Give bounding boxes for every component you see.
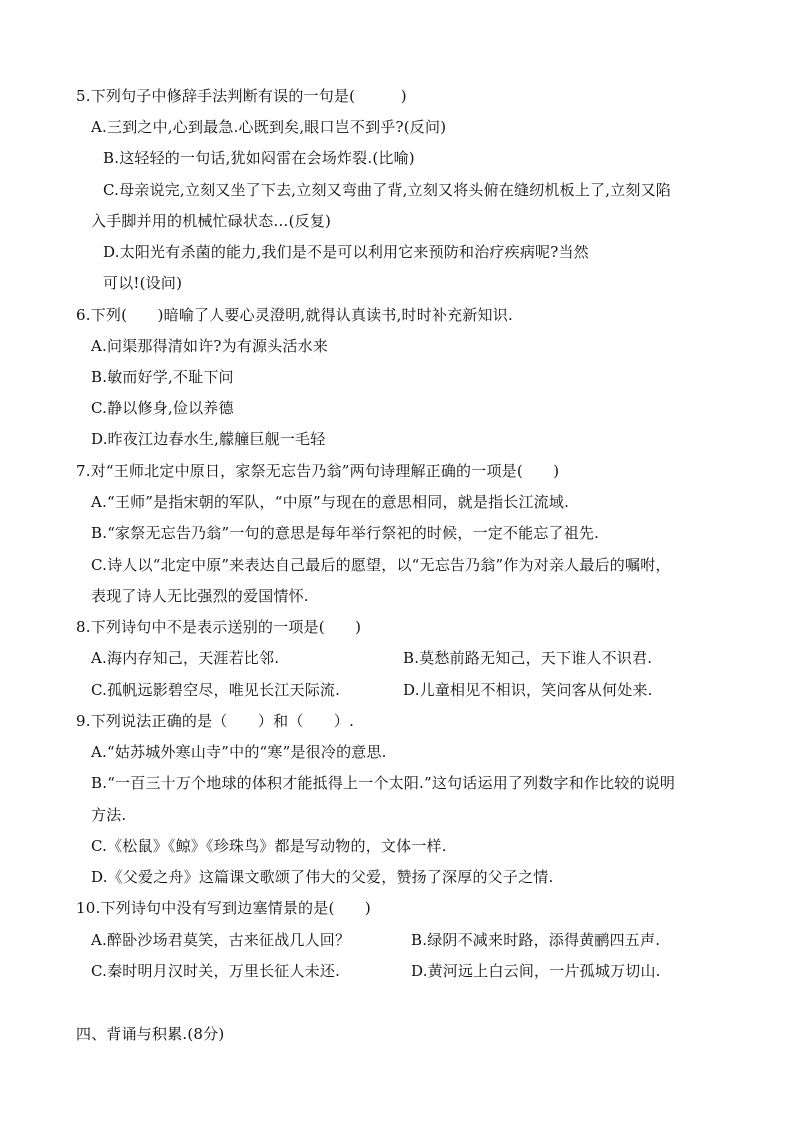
question-7-stem: 7.对“王师北定中原日，家祭无忘告乃翁”两句诗理解正确的一项是( ) bbox=[76, 462, 560, 480]
section-heading: 四、背诵与积累.(8分) bbox=[76, 1025, 225, 1043]
question-10-option-c: C.秦时明月汉时关，万里长征人未还. bbox=[91, 962, 341, 980]
question-10-stem: 10.下列诗句中没有写到边塞情景的是( ) bbox=[76, 899, 371, 917]
question-6-stem: 6.下列( )暗喻了人要心灵澄明,就得认真读书,时时补充新知识. bbox=[76, 306, 513, 324]
question-5-option-d: D.太阳光有杀菌的能力,我们是不是可以利用它来预防和治疗疾病呢?当然 bbox=[103, 243, 589, 261]
question-9-stem: 9.下列说法正确的是（ ）和（ ）. bbox=[76, 712, 355, 730]
question-6-option-a: A.问渠那得清如许?为有源头活水来 bbox=[91, 337, 329, 355]
question-7-option-c: C.诗人以“北定中原”来表达自己最后的愿望，以“无忘告乃翁”作为对亲人最后的嘱咐， bbox=[91, 556, 671, 574]
question-10-option-b: B.绿阴不减来时路，添得黄鹂四五声. bbox=[411, 931, 661, 949]
question-9-option-a: A.“姑苏城外寒山寺”中的“寒”是很冷的意思. bbox=[91, 743, 387, 761]
question-5-option-c-cont: 入手脚并用的机械忙碌状态…(反复) bbox=[91, 212, 332, 230]
question-8-option-a: A.海内存知己，天涯若比邻. bbox=[91, 649, 280, 667]
question-5-option-d-cont: 可以!(设问) bbox=[103, 274, 183, 292]
question-8-stem: 8.下列诗句中不是表示送别的一项是( ) bbox=[76, 618, 362, 636]
question-5-stem: 5.下列句子中修辞手法判断有误的一句是( ) bbox=[76, 87, 407, 105]
question-10-option-d: D.黄河远上白云间，一片孤城万切山. bbox=[411, 962, 661, 980]
question-6-option-d: D.昨夜江边春水生,艨艟巨舰一毛轻 bbox=[91, 430, 326, 448]
question-6-option-b: B.敏而好学,不耻下问 bbox=[91, 368, 234, 386]
question-8-option-b: B.莫愁前路无知己，天下谁人不识君. bbox=[403, 649, 653, 667]
question-9-option-d: D.《父爱之舟》这篇课文歌颂了伟大的父爱，赞扬了深厚的父子之情. bbox=[91, 868, 554, 886]
question-5-option-c: C.母亲说完,立刻又坐了下去,立刻又弯曲了背,立刻又将头俯在缝纫机板上了,立刻又陷 bbox=[103, 181, 671, 199]
question-8-option-d: D.儿童相见不相识，笑问客从何处来. bbox=[403, 681, 653, 699]
question-5-option-b: B.这轻轻的一句话,犹如闷雷在会场炸裂.(比喻) bbox=[103, 149, 415, 167]
question-5-option-a: A.三到之中,心到最急.心既到矣,眼口岂不到乎?(反问) bbox=[91, 118, 447, 136]
question-9-option-b-cont: 方法. bbox=[91, 806, 127, 824]
question-6-option-c: C.静以修身,俭以养德 bbox=[91, 399, 234, 417]
question-8-option-c: C.孤帆远影碧空尽，唯见长江天际流. bbox=[91, 681, 341, 699]
question-9-option-b: B.“一百三十万个地球的体积才能抵得上一个太阳.”这句话运用了列数字和作比较的说明 bbox=[91, 774, 676, 792]
question-7-option-b: B.“家祭无忘告乃翁”一句的意思是每年举行祭祀的时候，一定不能忘了祖先. bbox=[91, 524, 600, 542]
question-7-option-c-cont: 表现了诗人无比强烈的爱国情怀. bbox=[91, 587, 309, 605]
question-7-option-a: A.“王师”是指宋朝的军队，“中原”与现在的意思相同，就是指长江流域. bbox=[91, 493, 570, 511]
question-9-option-c: C.《松鼠》《鲸》《珍珠鸟》都是写动物的，文体一样. bbox=[91, 837, 447, 855]
question-10-option-a: A.醉卧沙场君莫笑，古来征战几人回？ bbox=[91, 931, 351, 949]
